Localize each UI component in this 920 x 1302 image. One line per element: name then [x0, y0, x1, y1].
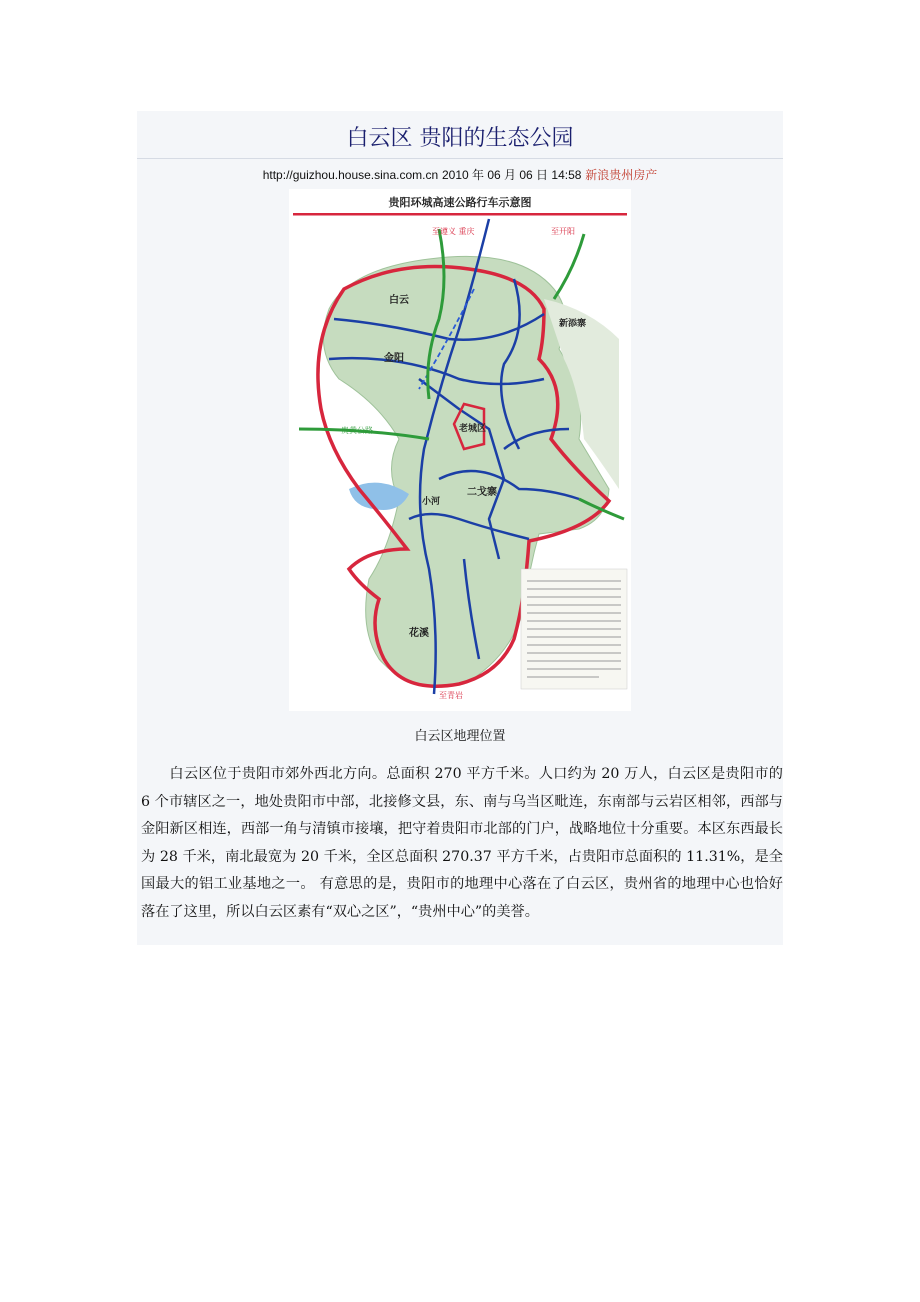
district-label: 新添寨 — [559, 319, 587, 329]
provincial-road — [554, 234, 584, 299]
figure-caption: 白云区地理位置 — [414, 729, 506, 744]
article-meta — [137, 166, 783, 183]
district-label: 花溪 — [409, 628, 429, 639]
district-label: 小河 — [422, 497, 441, 507]
direction-label: 至青岩 — [439, 691, 463, 700]
ring-road-map — [289, 189, 631, 711]
source-name[interactable]: 新浪贵州房产 — [585, 168, 658, 182]
direction-label: 至开阳 — [551, 227, 575, 236]
district-label: 金阳 — [384, 353, 404, 364]
district-label: 二戈寨 — [467, 487, 497, 498]
publish-date: 2010 年 06 月 06 日 14:58 — [442, 168, 582, 182]
map-figure — [289, 189, 631, 711]
source-url[interactable]: http://guizhou.house.sina.com.cn — [262, 168, 439, 182]
title-divider — [137, 158, 783, 159]
article-title: 白云区 贵阳的生态公园 — [346, 126, 574, 151]
direction-label: 至遵义 重庆 — [432, 227, 475, 236]
road-label: 贵黄公路 — [341, 426, 373, 435]
article-body: 白云区位于贵阳市郊外西北方向。总面积 270 平方千米。人口约为 20 万人，白云区是贵阳市的 6 个市辖区之一，地处贵阳市中部，北接修文县，东、南与乌当区毗连，东南部与云岩区相邻，西部与金阳新区相连，西部一角与清镇市接壤，把守着贵阳市北部的门户，战略地位十分重要。本区东西最长为 28 千米，南北最宽为 20 千米，全区总面积 270.37 平方千米，占贵阳市总面积的 11.31%，是全国最大的铝工业基地之一。 有意思的是，贵阳市的地理中心落在了白云区，贵州省的地理中心也恰好落在了这里，所以白云区素有“双心之区”，“贵州中心”的美誉。 — [141, 766, 783, 920]
district-label: 白云 — [389, 295, 409, 306]
district-label: 老城区 — [459, 424, 487, 434]
map-title-rule — [293, 213, 627, 216]
article-card — [137, 111, 783, 945]
map-title: 贵阳环城高速公路行车示意图 — [388, 196, 532, 209]
